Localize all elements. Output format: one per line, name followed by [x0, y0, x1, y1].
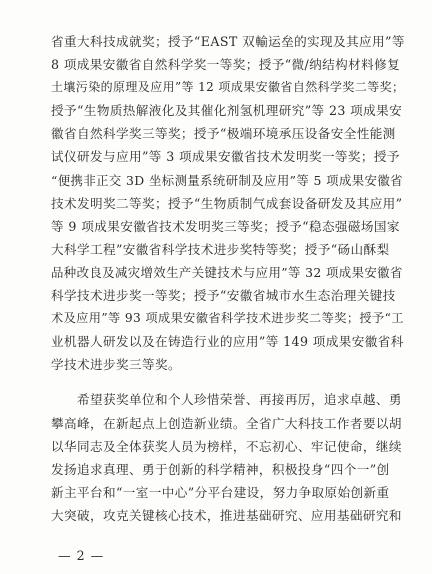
text-line: 科学技术进步奖一等奖；授予“安徽省城市水生态治理关键技 [51, 288, 396, 304]
text-line: 学技术进步奖三等奖。 [51, 357, 181, 373]
page-number: — 2 — [58, 548, 105, 563]
paragraph-award-list [51, 30, 406, 376]
text-line: 攀高峰，在新起点上创造新业绩。全省广大科技工作者要以胡 [51, 415, 402, 431]
paragraph-encouragement [51, 388, 406, 527]
text-line: 品种改良及减灾增效生产关键技术与应用”等 32 项成果安徽省 [51, 264, 403, 280]
text-line: “便携非正交 3D 坐标测量系统研制及应用”等 5 项成果安徽省 [51, 172, 403, 188]
text-line: 等 9 项成果安徽省技术发明奖三等奖；授予“稳态强磁场国家 [51, 218, 400, 234]
document-body [51, 30, 406, 527]
text-line: 大突破，攻克关键核心技术，推进基础研究、应用基础研究和 [51, 507, 402, 523]
text-line: 试仪研发与应用”等 3 项成果安徽省技术发明奖一等奖；授予 [51, 149, 400, 165]
text-line: 希望获奖单位和个人珍惜荣誉、再接再厉，追求卓越、勇 [77, 392, 402, 408]
text-line: 土壤污染的原理及应用”等 12 项成果安徽省自然科学奖二等奖； [51, 80, 405, 95]
text-line: 技术发明奖二等奖；授予“生物质制气成套设备研发及其应用” [51, 195, 403, 211]
text-line: 大科学工程”安徽省科学技术进步奖特等奖；授予“砀山酥梨 [51, 241, 390, 257]
text-line: 徽省自然科学奖三等奖；授予“极端环境承压设备安全性能测 [51, 126, 396, 142]
text-line: 新主平台和“一室一中心”分平台建设，努力争取原始创新重 [51, 484, 390, 500]
text-line: 术及应用”等 93 项成果安徽省科学技术进步奖二等奖；授予“工 [51, 311, 404, 326]
text-line: 授予“生物质热解液化及其催化剂氢机理研究”等 23 项成果安 [51, 103, 403, 119]
text-line: 以华同志及全体获奖人员为榜样，不忘初心、牢记使命，继续 [51, 438, 402, 454]
text-line: 发扬追求真理、勇于创新的科学精神，积极投身“四个一”创 [51, 461, 390, 477]
text-line: 8 项成果安徽省自然科学奖一等奖；授予“微/纳结构材料修复 [51, 57, 401, 73]
text-line: 业机器人研发以及在铸造行业的应用”等 149 项成果安徽省科 [51, 334, 404, 350]
text-line: 省重大科技成就奖；授予“EAST 双輸运垒的实现及其应用”等 [51, 34, 405, 49]
paragraph-gap [51, 376, 406, 388]
